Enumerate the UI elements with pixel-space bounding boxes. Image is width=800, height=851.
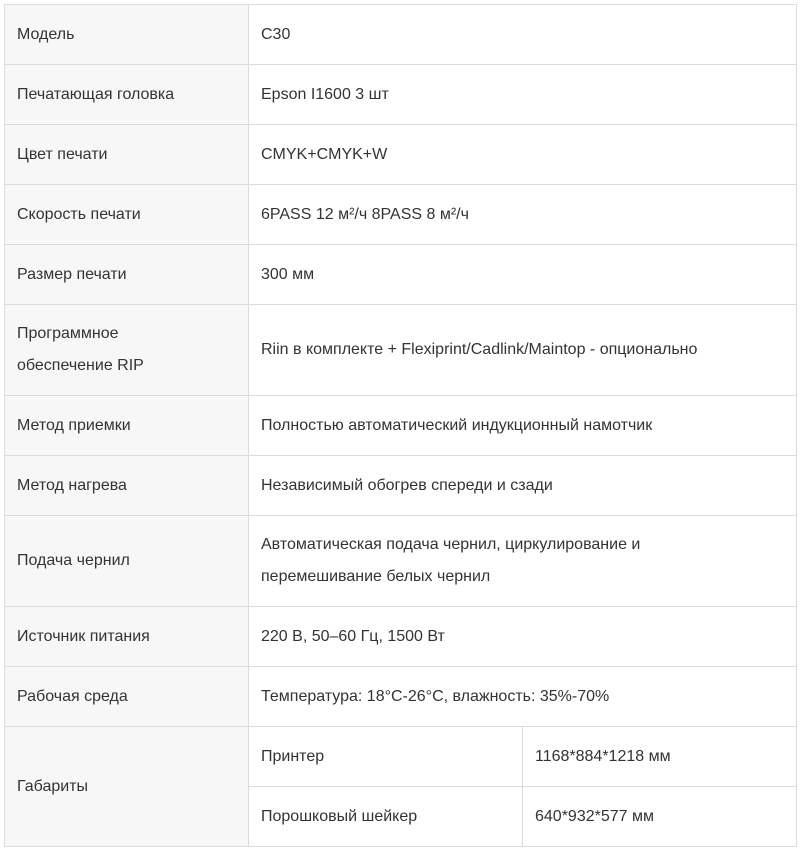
spec-label-rip-software-line1: Программное: [17, 325, 119, 342]
dimension-name-printer: Принтер: [249, 727, 523, 787]
dimension-value-powder-shaker: 640*932*577 мм: [523, 787, 797, 847]
spec-label-power-supply: Источник питания: [5, 607, 249, 667]
spec-label-print-size: Размер печати: [5, 245, 249, 305]
spec-value-print-speed: 6PASS 12 м²/ч 8PASS 8 м²/ч: [249, 185, 797, 245]
table-row: [5, 305, 797, 396]
spec-label-print-color: Цвет печати: [5, 125, 249, 185]
dimension-value-printer: 1168*884*1218 мм: [523, 727, 797, 787]
table-row: [5, 125, 797, 185]
spec-label-model: Модель: [5, 5, 249, 65]
spec-value-ink-supply-line2: перемешивание белых чернил: [261, 568, 491, 585]
table-row: [5, 516, 797, 607]
table-row: [5, 456, 797, 516]
spec-label-rip-software-line2: обеспечение RIP: [17, 357, 144, 374]
spec-value-environment: Температура: 18°C-26°C, влажность: 35%-70%: [249, 667, 797, 727]
spec-label-heating-method: Метод нагрева: [5, 456, 249, 516]
spec-label-take-up-method: Метод приемки: [5, 396, 249, 456]
table-row: [5, 245, 797, 305]
table-row: [5, 185, 797, 245]
spec-value-print-head: Epson I1600 3 шт: [249, 65, 797, 125]
table-row: [5, 727, 797, 787]
spec-value-rip-software: Riin в комплекте + Flexiprint/Cadlink/Maintop - опционально: [249, 305, 797, 396]
dimension-name-powder-shaker: Порошковый шейкер: [249, 787, 523, 847]
specifications-table: [4, 4, 797, 847]
spec-label-print-speed: Скорость печати: [5, 185, 249, 245]
spec-value-model: C30: [249, 5, 797, 65]
spec-value-take-up-method: Полностью автоматический индукционный намотчик: [249, 396, 797, 456]
spec-label-environment: Рабочая среда: [5, 667, 249, 727]
table-row: [5, 396, 797, 456]
spec-value-power-supply: 220 В, 50–60 Гц, 1500 Вт: [249, 607, 797, 667]
table-row: [5, 667, 797, 727]
spec-value-heating-method: Независимый обогрев спереди и сзади: [249, 456, 797, 516]
spec-value-ink-supply: [249, 516, 797, 607]
spec-label-dimensions: Габариты: [5, 727, 249, 847]
table-row: [5, 65, 797, 125]
spec-label-rip-software: [5, 305, 249, 396]
table-row: [5, 5, 797, 65]
spec-value-print-size: 300 мм: [249, 245, 797, 305]
spec-value-print-color: CMYK+CMYK+W: [249, 125, 797, 185]
spec-value-ink-supply-line1: Автоматическая подача чернил, циркулирование и: [261, 536, 641, 553]
table-row: [5, 607, 797, 667]
spec-label-ink-supply: Подача чернил: [5, 516, 249, 607]
spec-label-print-head: Печатающая головка: [5, 65, 249, 125]
